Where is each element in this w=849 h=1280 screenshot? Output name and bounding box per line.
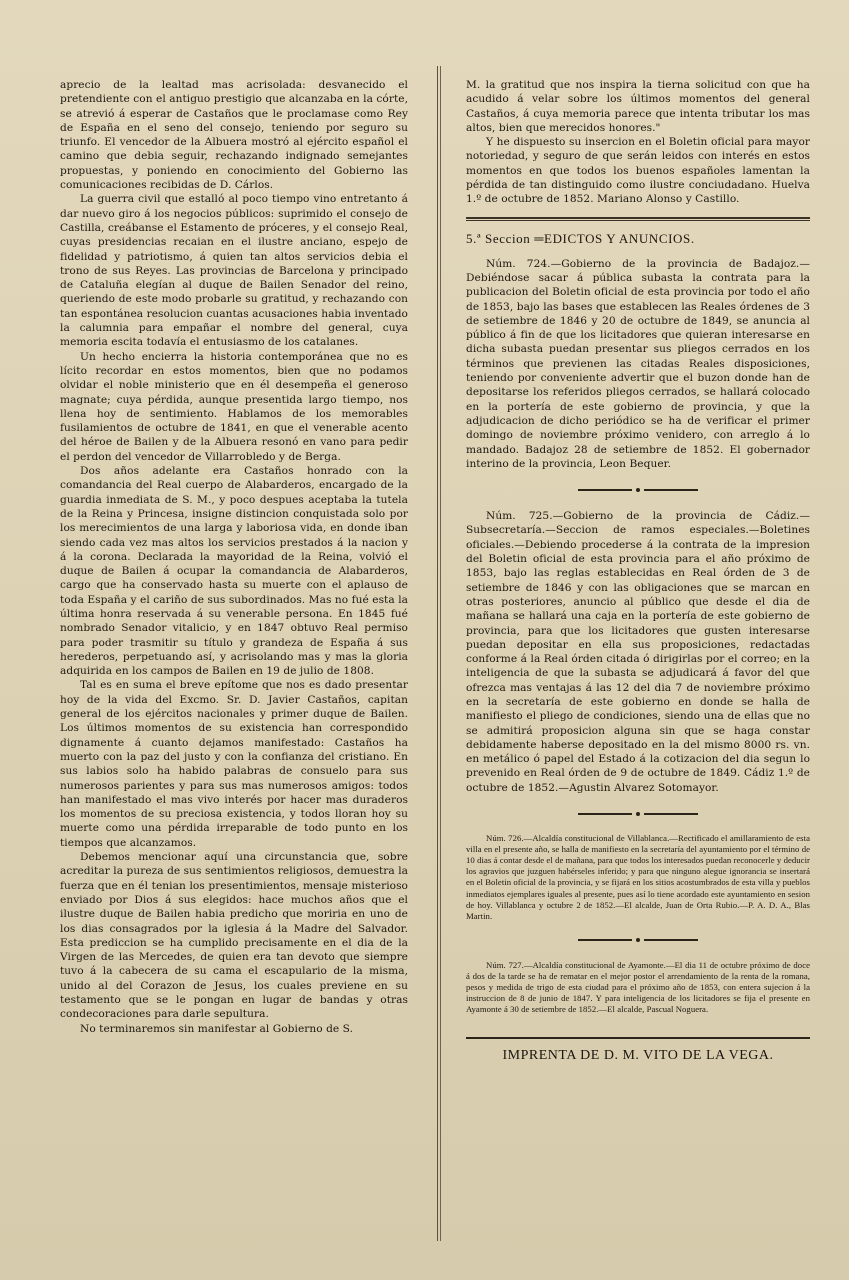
section-rule xyxy=(466,217,810,219)
left-column xyxy=(60,78,408,1036)
notice: Núm. 725.—Gobierno de la provincia de Cádiz.—Subsecretaría.—Seccion de ramos especiales.—Boletines oficiales.—Debiendo procederse á la contrata de la impresion del Boletin oficial de esta provincia para el año próximo de 1853, bajo las reglas establecidas en Real órden de 3 de setiembre de 1846 y con las obligaciones que se marcan en otras posteriores, anuncio al público que desde el dia de mañana se hallará una caja en la portería de este gobierno de provincia, para que los licitadores que gusten interesarse puedan depositar en ella sus proposiciones, redactadas conforme á la Real órden citada ó dirigirlas por el correo; en la inteligencia de que la subasta se adjudicará á favor del que ofrezca mas ventajas á las 12 del dia 7 de noviembre próximo en la secretaría de este gobierno en donde se halla de manifiesto el pliego de condiciones, siendo una de ellas que no se admitirá proposicion alguna sin que se haga constar debidamente haberse depositado en la del mismo 8000 rs. vn. en metálico ó papel del Estado á la cotizacion del dia segun lo prevenido en Real órden de 9 de octubre de 1849. Cádiz 1.º de octubre de 1852.—Agustin Alvarez Sotomayor. xyxy=(466,510,810,794)
article-paragraph: Un hecho encierra la historia contemporánea que no es lícito recordar en estos momentos, bien que no podamos olvidar el noble ministerio que en él desempeña el generoso magnate; cuya pérdida, aunque presentida largo tiempo, nos llena hoy de sentimiento. Hablamos de los memorables fusilamientos de octubre de 1841, en que el venerable acento del héroe de Bailen y de la Albuera resonó en vano para pedir el perdon del vencedor de Villarrobledo y de Berga. xyxy=(60,350,408,463)
article-paragraph: Debemos mencionar aquí una circunstancia que, sobre acreditar la pureza de sus sentimientos religiosos, demuestra la fuerza que en él tenian los presentimientos, mensaje misterioso enviado por Dios á sus elegidos: hace muchos años que el ilustre duque de Bailen habia predicho que moriria en uno de los dias consagrados por la iglesia á la Madre del Salvador. Esta prediccion se ha cumplido precisamente en el dia de la Virgen de las Mercedes, de quien era tan devoto que siempre tuvo á la cabecera de su cama el escapulario de la misma, unido al del Corazon de Jesus, los cuales previene en su testamento que se le pongan en lugar de bandas y otras condecoraciones para darle sepultura. xyxy=(60,851,408,1021)
article-paragraph: La guerra civil que estalló al poco tiempo vino entretanto á dar nuevo giro á los negocios públicos: suprimido el consejo de Castilla, creábanse el Estamento de próceres, y el consejo Real, cuyas presidencias recaian en el ilustre anciano, espejo de fidelidad y patriotismo, á quien tan altos servicios debia el trono de sus Reyes. Las provincias de Barcelona y principado de Cataluña elegían al duque de Bailen Senador del reino, queriendo de este modo probarle su gratitud, y rechazando con tan espontánea resolucion cuantas acusaciones habia inventado la calumnia para empañar el nombre del general, cuya memoria escita todavía el entusiasmo de los catalanes. xyxy=(60,193,408,349)
article-paragraph: aprecio de la lealtad mas acrisolada: desvanecido el pretendiente con el antiguo prestigio que alcanzaba en la córte, se atrevió á esperar de Castaños que le proclamase como Rey de España en el seno del consejo, teniendo por seguro su triunfo. El vencedor de la Albuera mostró al ejército español el camino que debia seguir, rechazando indignado semejantes propuestas, y poniendo en conocimiento del Gobierno las comunicaciones recibidas de D. Cárlos. xyxy=(60,79,408,192)
article-paragraph: Dos años adelante era Castaños honrado con la comandancia del Real cuerpo de Alabarderos, encargado de la guardia inmediata de S. M., y poco despues aceptaba la tutela de la Reina y Princesa, insigne distincion conquistada solo por los merecimientos de una larga y laboriosa vida, en donde iban siendo cada vez mas altos los servicios prestados á la nacion y á la corona. Declarada la mayoridad de la Reina, volvió el duque de Bailen á ocupar la comandancia de Alabarderos, cargo que ha conservado hasta su muerte con el aplauso de toda España y el cariño de sus subordinados. Mas no fué esta la última honra reservada á su venerable persona. En 1845 fué nombrado Senador vitalicio, y en 1847 obtuvo Real permiso para poder trasmitir su título y grandeza de España á sus herederos, perpetuando así, y acrisolando mas y mas la gloria adquirida en los campos de Bailen en 19 de julio de 1808. xyxy=(60,465,408,678)
small-notice: Núm. 726.—Alcaldía constitucional de Villablanca.—Rectificado el amillaramiento de esta villa en el presente año, se halla de manifiesto en la secretaría del ayuntamiento por el término de 10 dias á contar desde el de mañana, para que todos los interesados puedan reconocerle y deducir los agravios que juzguen habérseles inferido; y para que ninguno alegue ignorancia se insertará en el Boletin oficial de la provincia, y se fijará en los sitios acostumbrados de esta villa y pueblos inmediatos ejemplares iguales al presente, pues así lo tiene acordado este ayuntamiento en sesion de hoy. Villablanca y octubre 2 de 1852.—El alcalde, Juan de Orta Rubio.—P. A. D. A., Blas Martin. xyxy=(466,833,810,921)
ornament-divider xyxy=(466,485,810,493)
article-paragraph: No terminaremos sin manifestar al Gobierno de S. xyxy=(80,1022,354,1035)
article-paragraph: M. la gratitud que nos inspira la tierna solicitud con que ha acudido á velar sobre los últimos momentos del general Castaños, á cuya memoria parece que intenta tributar los mas altos, bien que merecidos honores." xyxy=(466,79,810,134)
section-label: Seccion xyxy=(485,230,531,246)
article-signature-paragraph: Y he dispuesto su insercion en el Boletin oficial para mayor notoriedad, y seguro de que serán leidos con interés en estos momentos en que todos los buenos españoles lamentan la pérdida de tan distinguido como ilustre conciudadano. Huelva 1.º de octubre de 1852. Mariano Alonso y Castillo. xyxy=(466,136,810,206)
right-column xyxy=(466,78,810,1064)
ornament-divider xyxy=(466,936,810,944)
column-divider xyxy=(437,66,438,1241)
section-heading xyxy=(466,231,810,247)
section-title: ═EDICTOS Y ANUNCIOS. xyxy=(534,230,695,246)
printer-imprint: IMPRENTA DE D. M. VITO DE LA VEGA. xyxy=(466,1037,810,1064)
section-rule xyxy=(466,220,810,221)
section-number: 5.ª xyxy=(466,230,482,246)
small-notice: Núm. 727.—Alcaldía constitucional de Ayamonte.—El dia 11 de octubre próximo de doce á dos de la tarde se ha de rematar en el mejor postor el arrendamiento de la renta de la romana, pesos y medida de trigo de esta ciudad para el próximo año de 1853, con entera sujecion á la instruccion de 8 de junio de 1847. Y para inteligencia de los licitadores se fija el presente en Ayamonte á 30 de setiembre de 1852.—El alcalde, Pascual Noguera. xyxy=(466,959,810,1015)
notice: Núm. 724.—Gobierno de la provincia de Badajoz.—Debiéndose sacar á pública subasta la contrata para la publicacion del Boletin oficial de esta provincia por todo el año de 1853, bajo las bases que establecen las Reales órdenes de 3 de setiembre de 1846 y 20 de octubre de 1849, se anuncia al público á fin de que los licitadores que quieran interesarse en dicha subasta puedan presentar sus pliegos cerrados en los términos que previenen las citadas Reales disposiciones, teniendo por conveniente advertir que el buzon donde han de depositarse los referidos pliegos cerrados, se hallará colocado en la portería de este gobierno de provincia, y que la adjudicacion de dicho periódico se ha de verificar el primer domingo de noviembre próximo venidero, con arreglo á lo mandado. Badajoz 28 de setiembre de 1852. El gobernador interino de la provincia, Leon Bequer. xyxy=(466,257,810,470)
ornament-divider xyxy=(466,809,810,817)
article-paragraph: Tal es en suma el breve epítome que nos es dado presentar hoy de la vida del Excmo. Sr. D. Javier Castaños, capitan general de los ejércitos nacionales y primer duque de Bailen. Los últimos momentos de su existencia han correspondido dignamente á cuanto dejamos manifestado: Castaños ha muerto con la paz del justo y con la confianza del cristiano. En sus labios solo ha habido palabras de consuelo para sus numerosos parientes y para sus mas numerosos amigos: todos han manifestado el mas vivo interés por hacer mas duraderos los momentos de su preciosa existencia, y todos lloran hoy su muerte como una pérdida irreparable de todo punto en los tiempos que alcanzamos. xyxy=(60,679,408,849)
